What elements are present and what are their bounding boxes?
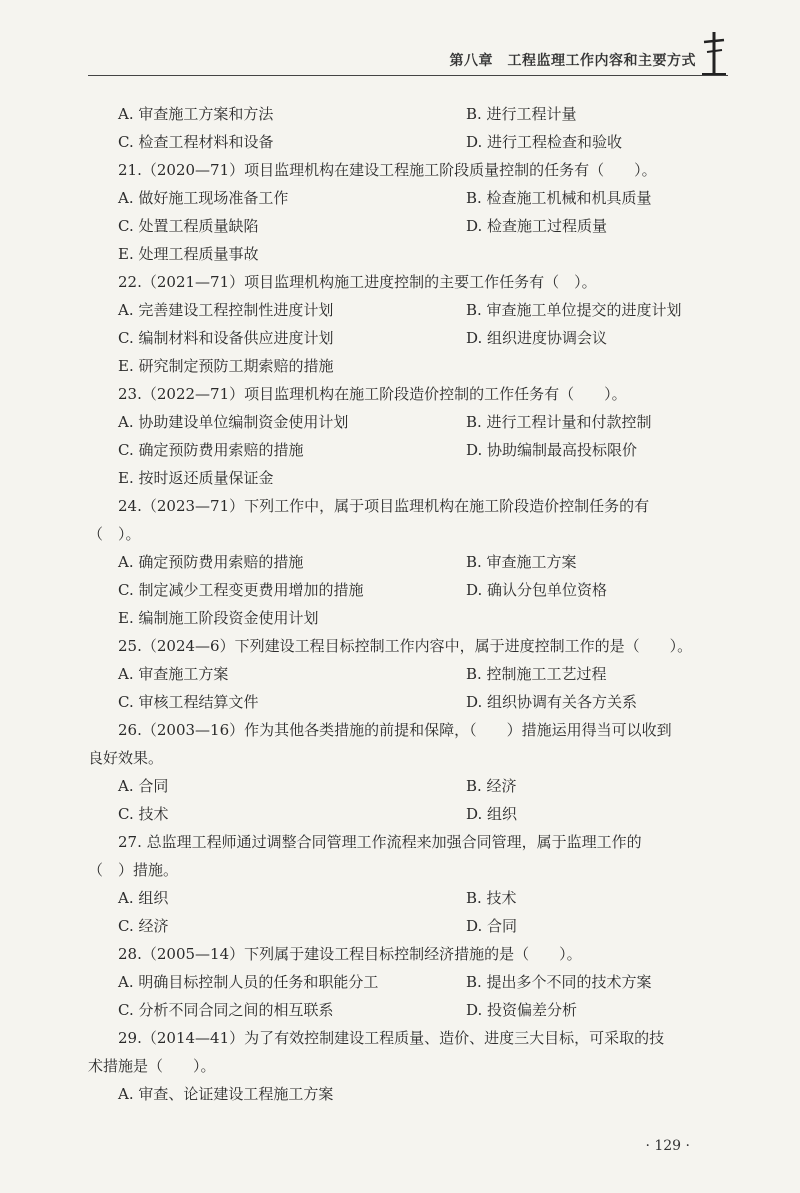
option-text: A. 完善建设工程控制性进度计划: [118, 301, 334, 319]
header-decoration-icon: [700, 28, 728, 76]
option-text: C. 经济: [118, 917, 169, 935]
option-text: A. 审查、论证建设工程施工方案: [118, 1085, 334, 1103]
option-text: E. 编制施工阶段资金使用计划: [118, 609, 319, 627]
option-row: [88, 772, 710, 800]
option-text: D. 进行工程检查和验收: [466, 133, 623, 151]
question-stem: [88, 1024, 710, 1080]
option-text: B. 控制施工工艺过程: [466, 665, 607, 683]
question-stem: 25.（2024—6）下列建设工程目标控制工作内容中，属于进度控制工作的是（ ）。: [118, 637, 693, 655]
option-row: [88, 912, 710, 940]
option-row: [88, 576, 710, 604]
option-row: [88, 660, 710, 688]
question-stem: 21.（2020—71）项目监理机构在建设工程施工阶段质量控制的任务有（ ）。: [118, 161, 657, 179]
option-row: [88, 996, 710, 1024]
option-text: B. 提出多个不同的技术方案: [466, 973, 652, 991]
option-text: A. 审查施工方案和方法: [118, 105, 274, 123]
option-text: C. 制定减少工程变更费用增加的措施: [118, 581, 364, 599]
question-stem-line: 29.（2014—41）为了有效控制建设工程质量、造价、进度三大目标，可采取的技: [118, 1029, 665, 1047]
option-text: B. 检查施工机械和机具质量: [466, 189, 652, 207]
page-header: [88, 44, 728, 76]
option-text: C. 技术: [118, 805, 169, 823]
option-text: D. 组织进度协调会议: [466, 329, 608, 347]
option-text: E. 处理工程质量事故: [118, 245, 259, 263]
option-row: [88, 968, 710, 996]
option-row: [88, 688, 710, 716]
chapter-title: 第八章 工程监理工作内容和主要方式: [449, 53, 696, 69]
option-text: D. 组织: [466, 805, 518, 823]
question-stem-line: （ ）。: [88, 525, 141, 543]
question-stem: 23.（2022—71）项目监理机构在施工阶段造价控制的工作任务有（ ）。: [118, 385, 627, 403]
option-text: A. 协助建设单位编制资金使用计划: [118, 413, 349, 431]
option-text: D. 投资偏差分析: [466, 1001, 578, 1019]
option-row: [88, 184, 710, 212]
option-text: B. 技术: [466, 889, 517, 907]
option-text: B. 审查施工方案: [466, 553, 577, 571]
option-text: C. 处置工程质量缺陷: [118, 217, 259, 235]
option-row: [88, 324, 710, 352]
option-text: A. 组织: [118, 889, 169, 907]
option-row: [88, 548, 710, 576]
option-text: E. 研究制定预防工期索赔的措施: [118, 357, 334, 375]
option-text: B. 经济: [466, 777, 517, 795]
option-row: [88, 436, 710, 464]
option-text: B. 进行工程计量和付款控制: [466, 413, 652, 431]
option-row: [88, 884, 710, 912]
option-text: D. 组织协调有关各方关系: [466, 693, 638, 711]
option-text: C. 编制材料和设备供应进度计划: [118, 329, 334, 347]
option-text: A. 确定预防费用索赔的措施: [118, 553, 304, 571]
question-stem: [88, 716, 710, 772]
option-row: [88, 128, 710, 156]
option-text: C. 确定预防费用索赔的措施: [118, 441, 304, 459]
option-text: B. 进行工程计量: [466, 105, 577, 123]
question-stem-line: （ ）措施。: [88, 861, 179, 879]
question-stem-line: 24.（2023—71）下列工作中，属于项目监理机构在施工阶段造价控制任务的有: [118, 497, 650, 515]
option-text: A. 合同: [118, 777, 169, 795]
option-text: D. 检查施工过程质量: [466, 217, 608, 235]
option-text: A. 做好施工现场准备工作: [118, 189, 289, 207]
question-stem: 22.（2021—71）项目监理机构施工进度控制的主要工作任务有（ ）。: [118, 273, 597, 291]
option-row: [88, 296, 710, 324]
option-row: [88, 408, 710, 436]
question-list: [88, 100, 710, 1108]
option-text: C. 检查工程材料和设备: [118, 133, 274, 151]
question-stem: [88, 492, 710, 548]
option-text: C. 分析不同合同之间的相互联系: [118, 1001, 334, 1019]
question-stem: 28.（2005—14）下列属于建设工程目标控制经济措施的是（ ）。: [118, 945, 582, 963]
option-row: [88, 100, 710, 128]
option-text: D. 协助编制最高投标限价: [466, 441, 638, 459]
option-text: D. 确认分包单位资格: [466, 581, 608, 599]
option-text: B. 审查施工单位提交的进度计划: [466, 301, 682, 319]
question-stem-line: 27. 总监理工程师通过调整合同管理工作流程来加强合同管理，属于监理工作的: [118, 833, 642, 851]
question-stem-line: 26.（2003—16）作为其他各类措施的前提和保障，（ ）措施运用得当可以收到: [118, 721, 672, 739]
option-text: D. 合同: [466, 917, 518, 935]
option-text: E. 按时返还质量保证金: [118, 469, 274, 487]
option-text: C. 审核工程结算文件: [118, 693, 259, 711]
question-stem-line: 良好效果。: [88, 749, 164, 767]
question-stem: [88, 828, 710, 884]
header-rule: [88, 75, 728, 76]
option-text: A. 审查施工方案: [118, 665, 229, 683]
option-row: [88, 212, 710, 240]
option-row: [88, 800, 710, 828]
option-text: A. 明确目标控制人员的任务和职能分工: [118, 973, 379, 991]
question-stem-line: 术措施是（ ）。: [88, 1057, 216, 1075]
page-number: · 129 ·: [645, 1138, 690, 1154]
